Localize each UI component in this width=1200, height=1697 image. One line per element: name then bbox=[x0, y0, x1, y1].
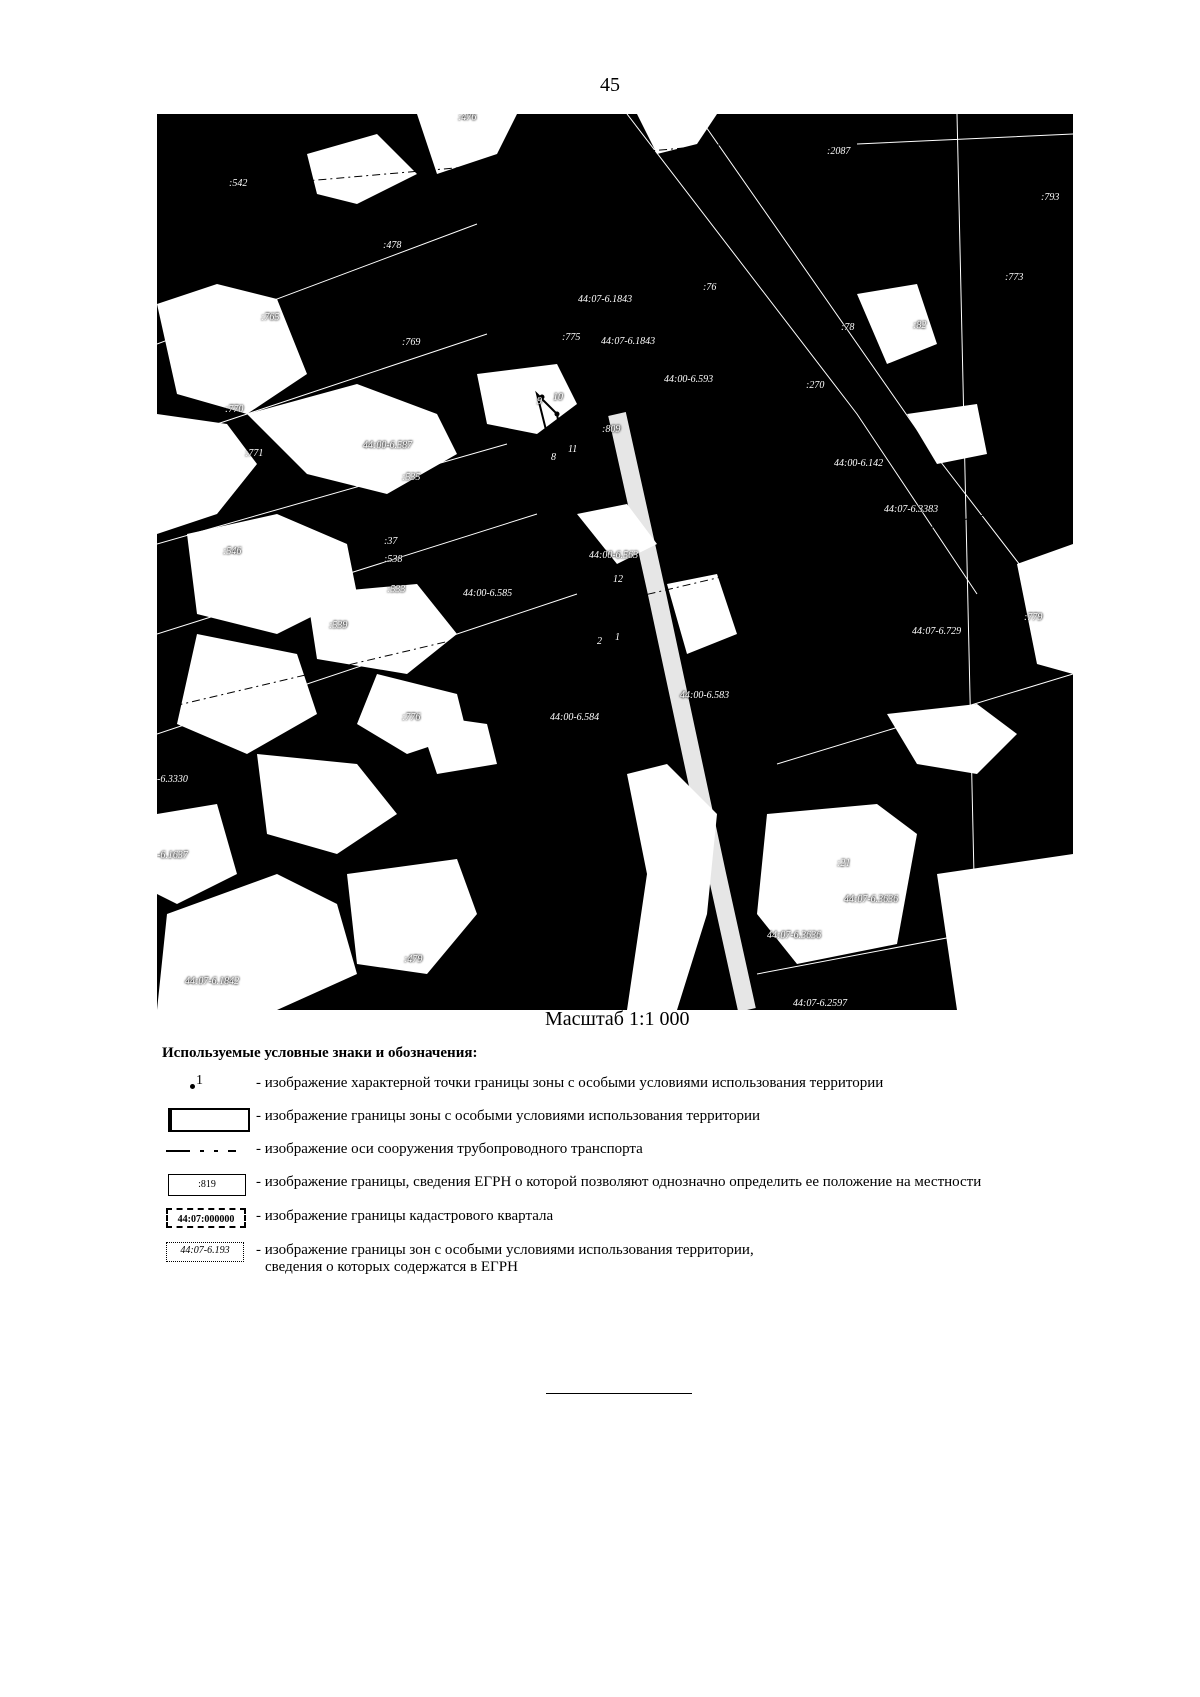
map-image bbox=[157, 114, 1073, 1010]
zone-label: 44:07-6.1843 bbox=[601, 336, 656, 347]
point-number: 12 bbox=[613, 574, 623, 585]
legend-text: - изображение границы зон с особыми условиями использования территории, bbox=[256, 1242, 754, 1258]
zone-label: 44:07-6.2597 bbox=[793, 998, 848, 1009]
pipeline-axis-symbol bbox=[162, 1141, 252, 1163]
parcel-label: :765 bbox=[261, 312, 280, 323]
zones-egrn-symbol bbox=[162, 1242, 252, 1264]
legend-text: - изображение границы кадастрового квартала bbox=[256, 1208, 554, 1224]
zone-label: 44:00-6.142 bbox=[834, 458, 884, 469]
zone-label: 44:00-6.593 bbox=[664, 374, 714, 385]
point-number: 10 bbox=[553, 392, 563, 403]
parcel-label: :769 bbox=[402, 337, 421, 348]
page-number: 45 bbox=[600, 74, 620, 96]
zone-label: -6.1637 bbox=[157, 850, 188, 861]
legend-item-kvartal-boundary bbox=[162, 1208, 553, 1230]
zone-label: 44:07-6.3383 bbox=[884, 504, 939, 515]
legend-item-pipeline-axis bbox=[162, 1141, 643, 1163]
point-symbol bbox=[162, 1075, 252, 1097]
zone-label: 44:00-6.563 bbox=[589, 550, 639, 561]
map-scale: Масштаб 1:1 000 bbox=[545, 1008, 690, 1030]
legend-text: сведения о которых содержатся в ЕГРН bbox=[265, 1259, 518, 1275]
parcel-label: :779 bbox=[1024, 612, 1043, 623]
legend-item-point bbox=[162, 1075, 883, 1097]
kvartal-boundary-symbol bbox=[162, 1208, 252, 1230]
zone-label: 44:00-6.587 bbox=[363, 440, 413, 451]
parcel-label: :476 bbox=[458, 114, 477, 123]
footer-divider bbox=[546, 1393, 692, 1394]
parcel-label: :2087 bbox=[827, 146, 851, 157]
zone-label: 44:07-6.1843 bbox=[578, 294, 633, 305]
aerial-map-graphic bbox=[157, 114, 1073, 1010]
point-number: 8 bbox=[551, 452, 556, 463]
parcel-label: :793 bbox=[1041, 192, 1060, 203]
legend-item-egrn-boundary bbox=[162, 1174, 981, 1196]
zones-egrn-symbol-label: 44:07-6.193 bbox=[166, 1242, 244, 1262]
point-symbol-label: 1 bbox=[196, 1073, 203, 1088]
zone-label: -6.3330 bbox=[157, 774, 188, 785]
parcel-label: :775 bbox=[562, 332, 581, 343]
legend-text-block bbox=[256, 1242, 754, 1276]
parcel-label: :37 bbox=[384, 536, 398, 547]
point-number: 11 bbox=[568, 444, 578, 455]
parcel-label: :546 bbox=[223, 546, 242, 557]
legend-text: - изображение границы, сведения ЕГРН о которой позволяют однозначно определить ее положение на местности bbox=[256, 1174, 982, 1190]
legend-item-zones-egrn bbox=[162, 1242, 754, 1276]
point-number: 2 bbox=[597, 636, 602, 647]
kvartal-symbol-label: 44:07:000000 bbox=[166, 1208, 246, 1228]
zone-label: 44:07-6.1842 bbox=[185, 976, 240, 987]
parcel-label: :82 bbox=[913, 320, 927, 331]
parcel-label: :538 bbox=[384, 554, 403, 565]
parcel-label: :776 bbox=[402, 712, 421, 723]
parcel-label: :542 bbox=[229, 178, 248, 189]
parcel-label: :533 bbox=[387, 584, 406, 595]
legend-text: - изображение границы зоны с особыми условиями использования территории bbox=[256, 1108, 761, 1124]
legend-text: - изображение характерной точки границы зоны с особыми условиями использования территории bbox=[256, 1075, 884, 1091]
zone-label: 44:00-6.584 bbox=[550, 712, 600, 723]
zone-label: 44:07-6.3636 bbox=[767, 930, 822, 941]
legend-item-zone-boundary bbox=[162, 1108, 760, 1130]
egrn-symbol-label: :819 bbox=[168, 1174, 246, 1196]
parcel-label: :479 bbox=[404, 954, 423, 965]
parcel-label: :539 bbox=[329, 620, 348, 631]
parcel-label: :21 bbox=[837, 858, 851, 869]
parcel-label: :78 bbox=[841, 322, 855, 333]
parcel-label: :770 bbox=[225, 404, 244, 415]
zone-boundary-symbol bbox=[162, 1108, 252, 1130]
zone-label: 44:00-6.585 bbox=[463, 588, 513, 599]
zone-label: 44:07-6.729 bbox=[912, 626, 962, 637]
legend-text: - изображение оси сооружения трубопроводного транспорта bbox=[256, 1141, 643, 1157]
parcel-label: :773 bbox=[1005, 272, 1024, 283]
parcel-label: :535 bbox=[402, 472, 421, 483]
parcel-label: :76 bbox=[703, 282, 717, 293]
point-number: 9 bbox=[537, 396, 542, 407]
parcel-label: :809 bbox=[602, 424, 621, 435]
point-number: 1 bbox=[615, 632, 620, 643]
parcel-label: :270 bbox=[806, 380, 825, 391]
zone-label: 44:07-6.3636 bbox=[844, 894, 899, 905]
egrn-boundary-symbol bbox=[162, 1174, 252, 1196]
parcel-label: :771 bbox=[245, 448, 264, 459]
legend-title: Используемые условные знаки и обозначения: bbox=[162, 1045, 478, 1061]
zone-label: 44:00-6.583 bbox=[680, 690, 730, 701]
parcel-label: :478 bbox=[383, 240, 402, 251]
